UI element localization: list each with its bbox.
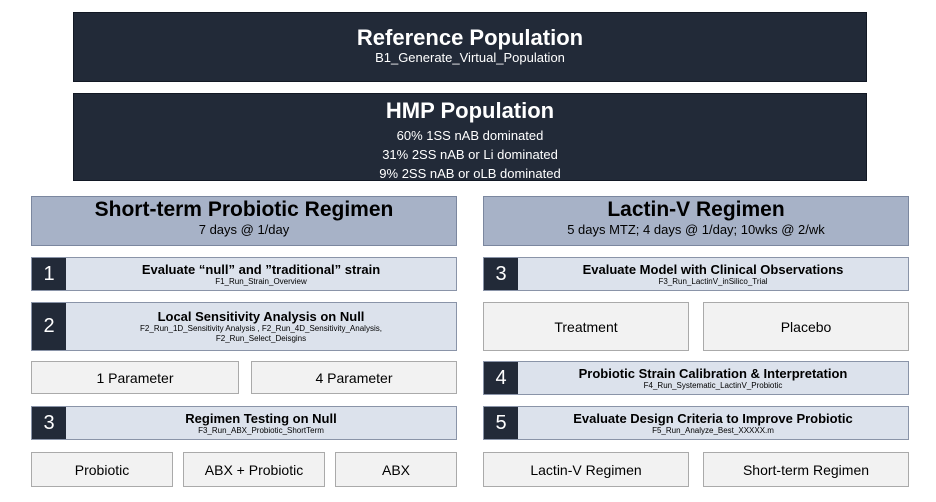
step-script: F2_Run_Select_Deisgins <box>215 334 307 343</box>
step-number: 2 <box>32 303 66 350</box>
step-script: F4_Run_Systematic_LactinV_Probiotic <box>643 380 783 390</box>
hmp-line-1: 60% 1SS nAB dominated <box>396 128 544 143</box>
short-term-regimen-header <box>31 196 457 246</box>
treatment-box: Treatment <box>483 302 689 351</box>
step-title: Evaluate Design Criteria to Improve Probiotic <box>573 410 853 426</box>
short-term-regimen-box: Short-term Regimen <box>703 452 909 487</box>
one-parameter-box: 1 Parameter <box>31 361 239 394</box>
hmp-line-3: 9% 2SS nAB or oLB dominated <box>379 166 561 181</box>
step-number: 3 <box>484 258 518 290</box>
step-number: 1 <box>32 258 66 290</box>
hmp-line-2: 31% 2SS nAB or Li dominated <box>382 147 558 162</box>
hmp-population-box <box>73 93 867 181</box>
reference-population-box <box>73 12 867 82</box>
step-script: F2_Run_1D_Sensitivity Analysis , F2_Run_4D_Sensitivity_Analysis, <box>140 324 382 333</box>
step-number: 4 <box>484 362 518 394</box>
step-title: Regimen Testing on Null <box>185 410 337 426</box>
reference-population-title: Reference Population <box>356 25 584 50</box>
short-term-regimen-title: Short-term Probiotic Regimen <box>94 198 394 221</box>
step-2-sensitivity-analysis <box>31 302 457 351</box>
step-title: Evaluate “null” and ”traditional” strain <box>141 261 381 277</box>
step-title: Local Sensitivity Analysis on Null <box>157 309 365 324</box>
step-script: F5_Run_Analyze_Best_XXXXX.m <box>652 425 774 435</box>
step-title: Probiotic Strain Calibration & Interpretation <box>578 365 848 381</box>
lactin-v-regimen-box: Lactin-V Regimen <box>483 452 689 487</box>
placebo-box: Placebo <box>703 302 909 351</box>
step-script: F1_Run_Strain_Overview <box>215 276 307 286</box>
step-1-strain-overview <box>31 257 457 291</box>
probiotic-box: Probiotic <box>31 452 173 487</box>
step-script: F3_Run_ABX_Probiotic_ShortTerm <box>198 425 324 435</box>
step-script: F3_Run_LactinV_inSilico_Trial <box>658 276 768 286</box>
step-3-regimen-testing <box>31 406 457 440</box>
step-5-design-criteria <box>483 406 909 440</box>
lactin-v-regimen-subtitle: 5 days MTZ; 4 days @ 1/day; 10wks @ 2/wk <box>567 222 825 237</box>
step-number: 5 <box>484 407 518 439</box>
reference-population-subtitle: B1_Generate_Virtual_Population <box>375 50 565 65</box>
abx-box: ABX <box>335 452 457 487</box>
hmp-population-title: HMP Population <box>385 98 555 123</box>
lactin-v-regimen-title: Lactin-V Regimen <box>607 198 785 221</box>
step-number: 3 <box>32 407 66 439</box>
short-term-regimen-subtitle: 7 days @ 1/day <box>198 222 290 237</box>
step-3-clinical-evaluation <box>483 257 909 291</box>
step-4-strain-calibration <box>483 361 909 395</box>
four-parameter-box: 4 Parameter <box>251 361 457 394</box>
abx-probiotic-box: ABX + Probiotic <box>183 452 325 487</box>
lactin-v-regimen-header <box>483 196 909 246</box>
step-title: Evaluate Model with Clinical Observations <box>582 261 844 277</box>
